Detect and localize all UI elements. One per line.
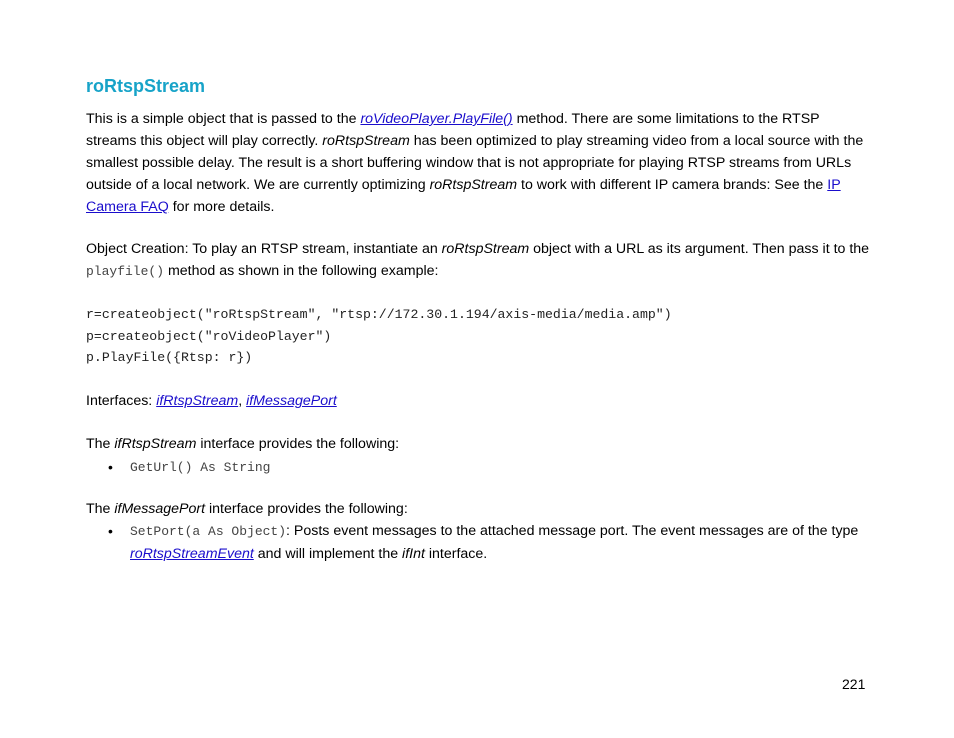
object-creation-paragraph [86,238,871,283]
ifrtsp-text-1: The [86,436,115,452]
page-number: 221 [842,676,866,692]
ifmsg-name: ifMessagePort [114,501,206,517]
intro-text-4: to work with different IP camera brands: See the [517,177,828,193]
list-item [108,456,868,479]
setport-text-2: and will implement the [253,546,403,562]
interfaces-label: Interfaces: [86,393,157,409]
creation-text-3: method as shown in the following example: [164,263,439,279]
code-line: p.PlayFile({Rtsp: r}) [86,350,253,365]
geturl-method: GetUrl() As String [130,460,271,475]
code-line: r=createobject("roRtspStream", "rtsp://172.30.1.194/axis-media/media.amp") [86,307,672,322]
creation-text-2: object with a URL as its argument. Then pass it to the [529,241,870,257]
ifrtsp-text-2: interface provides the following: [196,436,400,452]
intro-text-3: has been optimized to play streaming video from a local source with the smallest possible delay. The result is a short buffering window that is not appropriate for playing RTSP streams from URLs outside of a local network. We are currently optimizing [86,133,864,193]
creation-text-1: Object Creation: To play an RTSP stream, instantiate an [86,241,442,257]
setport-text-1: : Posts event messages to the attached message port. The event messages are of the type [286,523,859,539]
ifMessagePort-heading [86,498,871,520]
playfile-code: playfile() [86,264,165,279]
ifrtsp-name: ifRtspStream [114,436,197,452]
ifRtspStream-link[interactable]: ifRtspStream [156,393,239,409]
ifRtspStream-method-list [108,456,868,479]
code-example [86,304,672,369]
ifMessagePort-method-list [108,520,868,565]
creation-object-name: roRtspStream [441,241,530,257]
ifmsg-text-1: The [86,501,115,517]
intro-paragraph [86,108,871,218]
code-line: p=createobject("roVideoPlayer") [86,328,332,344]
setport-text-3: interface. [424,546,488,562]
intro-text-5: for more details. [168,199,275,215]
ip-camera-faq-link[interactable]: IP Camera FAQ [86,177,841,215]
intro-object-name-1: roRtspStream [322,133,410,149]
ifMessagePort-link[interactable]: ifMessagePort [246,393,337,409]
interfaces-separator: , [238,393,247,409]
page-title: roRtspStream [86,76,206,96]
ifmsg-text-2: interface provides the following: [205,501,408,517]
setport-method: SetPort(a As Object) [130,524,287,539]
intro-text-1: This is a simple object that is passed to the [86,111,361,127]
roRtspStreamEvent-link[interactable]: roRtspStreamEvent [130,546,254,562]
bullet-icon: • [108,459,113,475]
intro-text-2: method. There are some limitations to the RTSP streams this object will play correctly. [86,111,820,149]
intro-object-name-2: roRtspStream [429,177,518,193]
interfaces-line [86,390,871,412]
ifRtspStream-heading [86,433,871,455]
list-item [108,520,868,565]
bullet-icon: • [108,523,113,539]
ifint-name: ifInt [402,546,425,562]
roVideoPlayer-playfile-link[interactable]: roVideoPlayer.PlayFile() [360,111,513,127]
